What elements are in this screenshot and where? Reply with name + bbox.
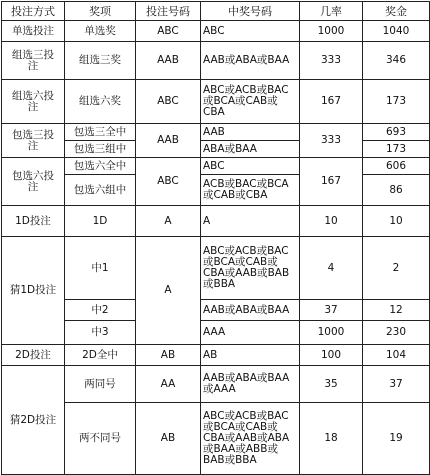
bonus-cell: 2 — [363, 237, 430, 300]
bonus-cell: 12 — [363, 300, 430, 321]
header-prize: 奖项 — [65, 2, 136, 21]
table-row — [2, 21, 430, 42]
bonus-cell: 173 — [363, 80, 430, 124]
header-bonus: 奖金 — [363, 2, 430, 21]
winning-code-cell: AAB或ABA或BAA — [201, 300, 300, 321]
table-row — [2, 175, 430, 206]
odds-cell: 1000 — [300, 21, 363, 42]
odds-cell: 333 — [300, 42, 363, 80]
bet-code-cell: AA — [136, 366, 201, 403]
prize-cell: 包选六全中 — [65, 158, 136, 175]
odds-cell: 18 — [300, 403, 363, 475]
winning-code-cell: ABA或BAA — [201, 141, 300, 158]
method-cell: 包选六投 注 — [2, 158, 65, 206]
header-method: 投注方式 — [2, 2, 65, 21]
odds-cell: 100 — [300, 345, 363, 366]
bonus-cell: 37 — [363, 366, 430, 403]
table-row — [2, 141, 430, 158]
winning-code-cell: ABC或ACB或BAC 或BCA或CAB或 CBA — [201, 80, 300, 124]
bet-code-cell: ABC — [136, 80, 201, 124]
winning-code-cell: ABC — [201, 158, 300, 175]
winning-code-cell: A — [201, 206, 300, 237]
method-cell: 猜2D投注 — [2, 366, 65, 475]
winning-code-cell: AAA — [201, 321, 300, 345]
winning-code-cell: AB — [201, 345, 300, 366]
bonus-cell: 19 — [363, 403, 430, 475]
winning-code-cell: AAB — [201, 124, 300, 141]
winning-code-cell: ACB或BAC或BCA 或CAB或CBA — [201, 175, 300, 206]
bonus-cell: 346 — [363, 42, 430, 80]
table-row — [2, 158, 430, 175]
bet-code-cell: AAB — [136, 42, 201, 80]
bonus-cell: 230 — [363, 321, 430, 345]
prize-cell: 组选六奖 — [65, 80, 136, 124]
prize-cell: 两同号 — [65, 366, 136, 403]
header-winning-code: 中奖号码 — [201, 2, 300, 21]
bonus-cell: 606 — [363, 158, 430, 175]
table-row — [2, 42, 430, 80]
odds-cell: 4 — [300, 237, 363, 300]
prize-cell: 包选六组中 — [65, 175, 136, 206]
odds-cell: 333 — [300, 124, 363, 158]
header-bet-code: 投注号码 — [136, 2, 201, 21]
winning-code-cell: ABC — [201, 21, 300, 42]
method-cell: 组选六投 注 — [2, 80, 65, 124]
table-row — [2, 80, 430, 124]
method-cell: 2D投注 — [2, 345, 65, 366]
prize-cell: 包选三组中 — [65, 141, 136, 158]
table-row — [2, 366, 430, 403]
prize-cell: 两不同号 — [65, 403, 136, 475]
prize-cell: 1D — [65, 206, 136, 237]
table-row — [2, 300, 430, 321]
bonus-cell: 173 — [363, 141, 430, 158]
odds-cell: 10 — [300, 206, 363, 237]
table-row — [2, 321, 430, 345]
bonus-cell: 1040 — [363, 21, 430, 42]
bet-code-cell: AAB — [136, 124, 201, 158]
table-row — [2, 237, 430, 300]
bet-code-cell: AB — [136, 403, 201, 475]
prize-cell: 包选三全中 — [65, 124, 136, 141]
odds-cell: 37 — [300, 300, 363, 321]
prize-cell: 组选三奖 — [65, 42, 136, 80]
winning-code-cell: ABC或ACB或BAC 或BCA或CAB或 CBA或AAB或ABA 或BAA或ABB或 BAB或BBA — [201, 403, 300, 475]
bonus-cell: 10 — [363, 206, 430, 237]
method-cell: 单选投注 — [2, 21, 65, 42]
header-odds: 几率 — [300, 2, 363, 21]
method-cell: 包选三投 注 — [2, 124, 65, 158]
prize-cell: 中2 — [65, 300, 136, 321]
prize-cell: 单选奖 — [65, 21, 136, 42]
table-row — [2, 345, 430, 366]
bet-code-cell: ABC — [136, 158, 201, 206]
bet-code-cell: A — [136, 206, 201, 237]
bet-code-cell: ABC — [136, 21, 201, 42]
lottery-prize-table — [1, 1, 430, 475]
bonus-cell: 693 — [363, 124, 430, 141]
prize-cell: 2D全中 — [65, 345, 136, 366]
header-row — [2, 2, 430, 21]
odds-cell: 1000 — [300, 321, 363, 345]
odds-cell: 35 — [300, 366, 363, 403]
method-cell: 组选三投 注 — [2, 42, 65, 80]
table-row — [2, 124, 430, 141]
prize-cell: 中3 — [65, 321, 136, 345]
table-row — [2, 206, 430, 237]
method-cell: 猜1D投注 — [2, 237, 65, 345]
bonus-cell: 104 — [363, 345, 430, 366]
bonus-cell: 86 — [363, 175, 430, 206]
winning-code-cell: ABC或ACB或BAC 或BCA或CAB或 CBA或AAB或BAB 或BBA — [201, 237, 300, 300]
winning-code-cell: AAB或ABA或BAA 或AAA — [201, 366, 300, 403]
bet-code-cell: A — [136, 237, 201, 345]
table-row — [2, 403, 430, 475]
odds-cell: 167 — [300, 158, 363, 206]
odds-cell: 167 — [300, 80, 363, 124]
bet-code-cell: AB — [136, 345, 201, 366]
winning-code-cell: AAB或ABA或BAA — [201, 42, 300, 80]
method-cell: 1D投注 — [2, 206, 65, 237]
prize-cell: 中1 — [65, 237, 136, 300]
